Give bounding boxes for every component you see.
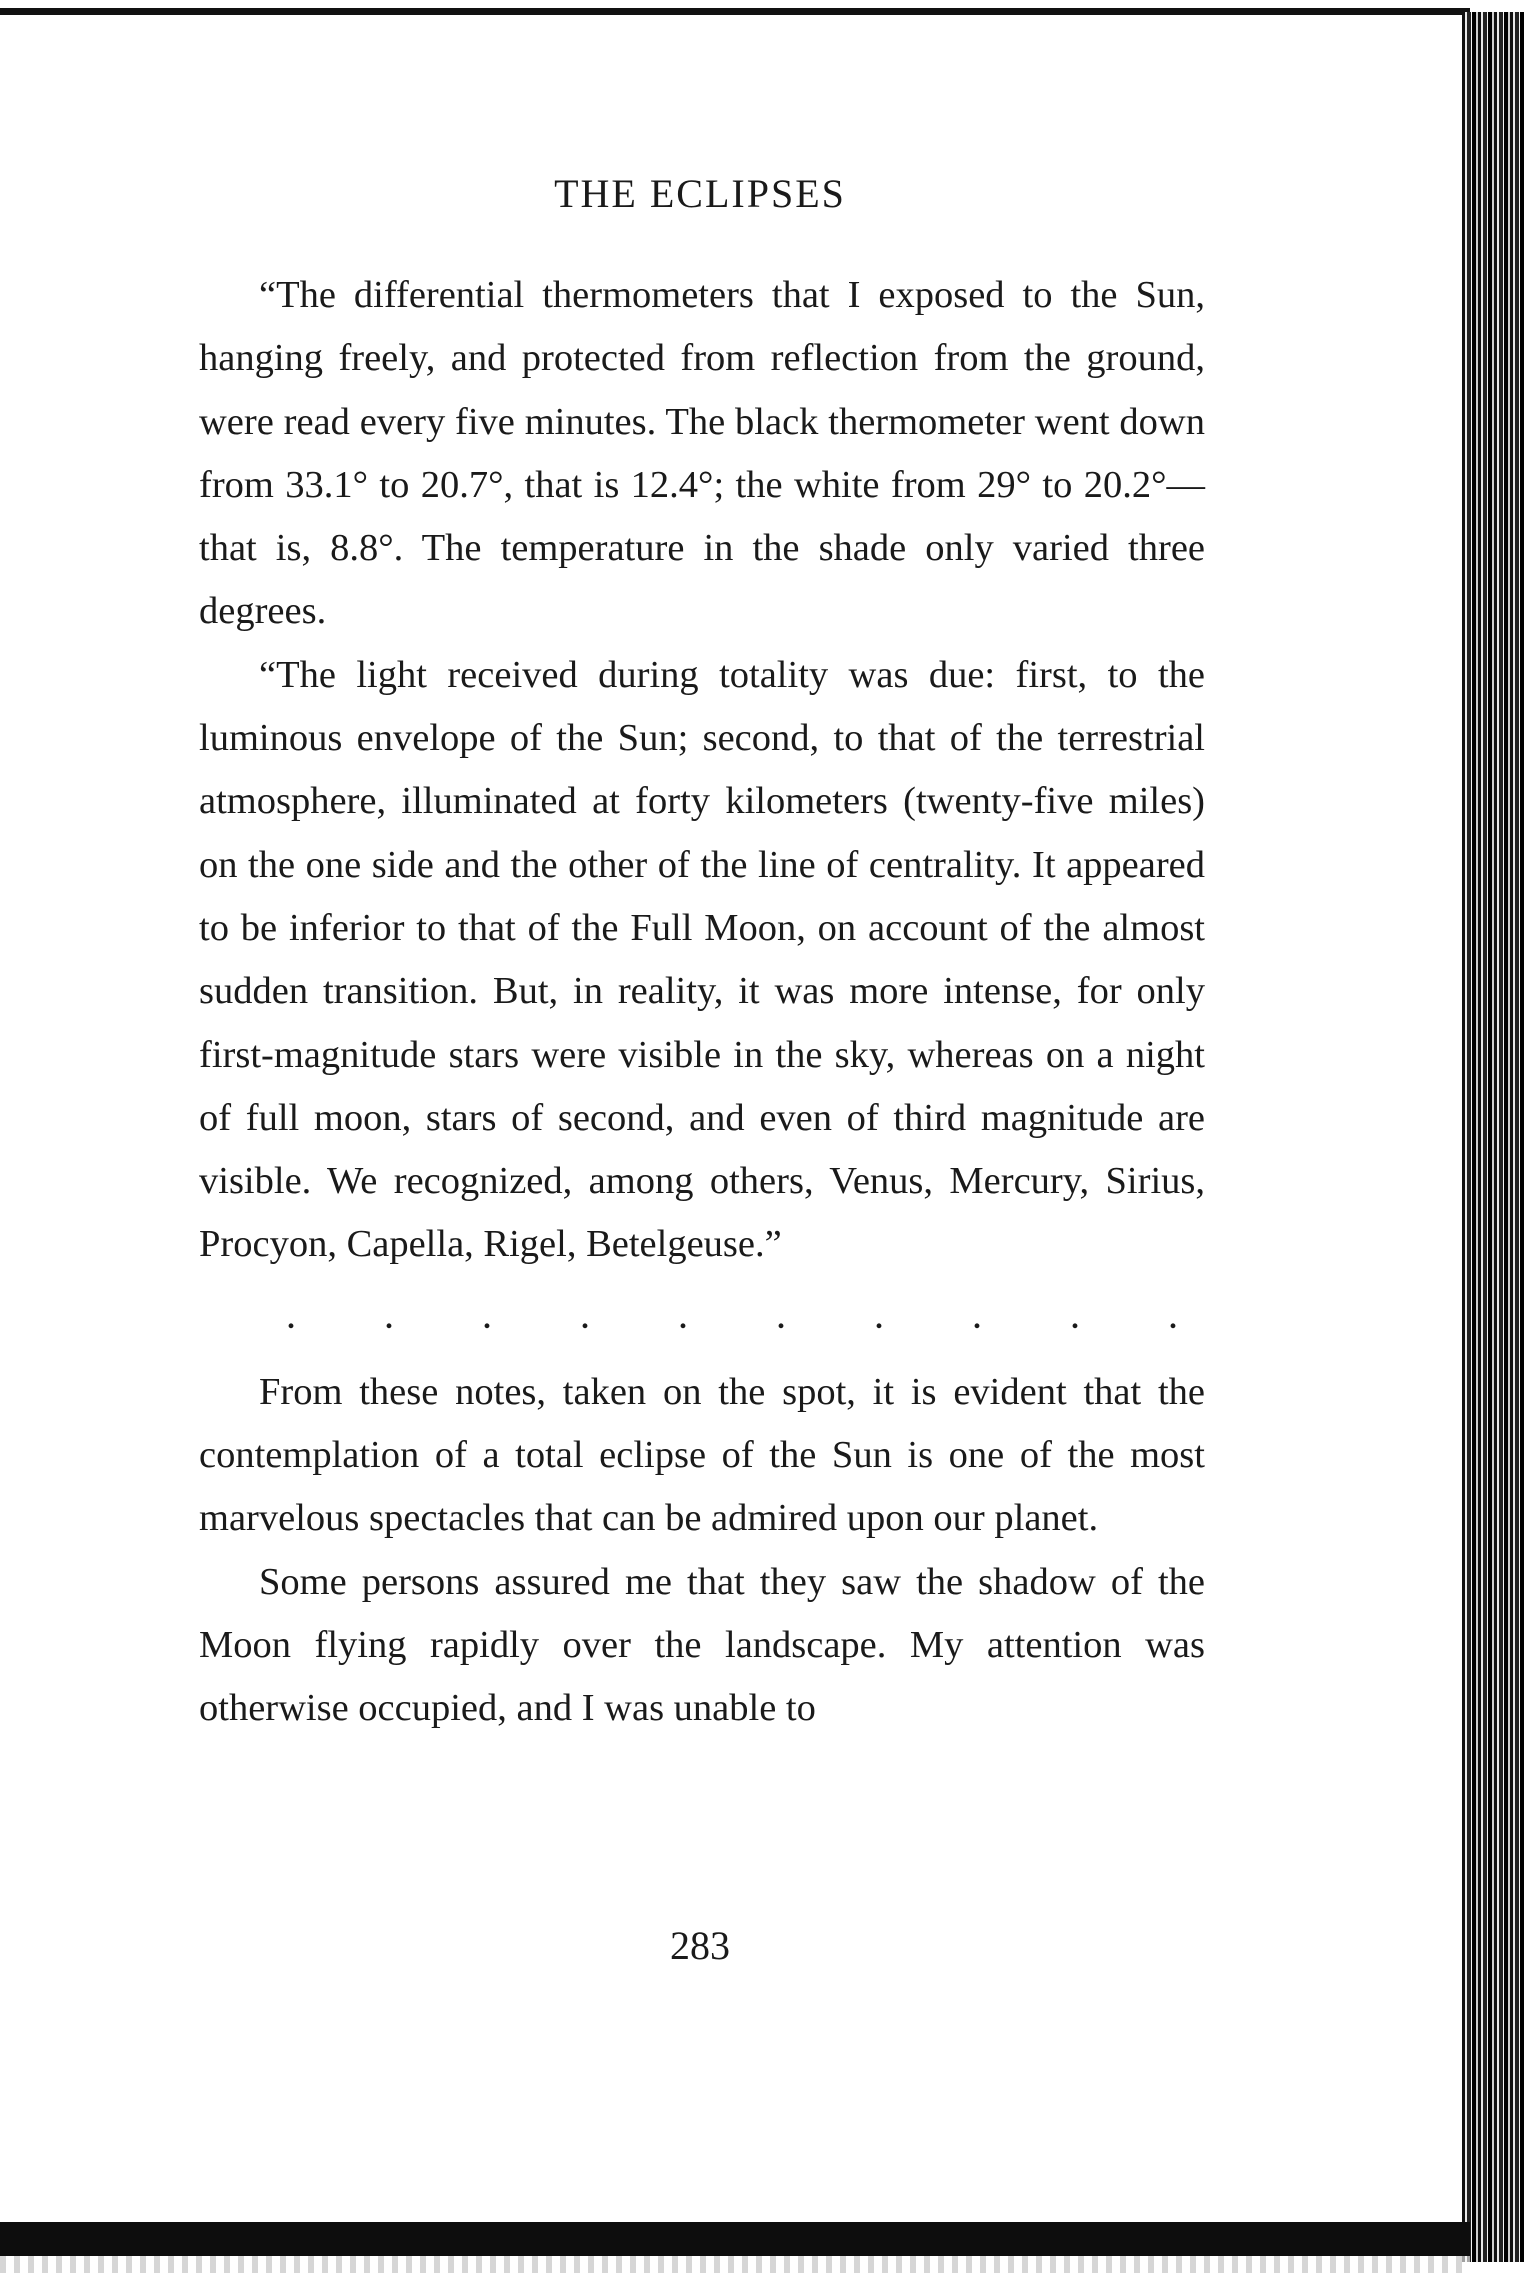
separator-dot: .	[483, 1302, 491, 1336]
separator-dot: .	[777, 1302, 785, 1336]
paragraph-thermometers: “The differential thermometers that I exposed to the Sun, hanging freely, and protected from reflection from the ground, were read every five minutes. The black thermometer went down from 33.1° to 20.7°, that is 12.4°; the white from 29° to 20.2°—that is, 8.8°. The temperature in the shade only varied three degrees.	[199, 274, 1205, 633]
paragraph-shadow: Some persons assured me that they saw the shadow of the Moon flying rapidly over the landscape. My attention was otherwise occupied, and I was unable to	[199, 1560, 1205, 1730]
paragraph-notes: From these notes, taken on the spot, it is evident that the contemplation of a total eclipse of the Sun is one of the most marvelous spectacles that can be admired upon our planet.	[199, 1370, 1205, 1540]
paragraph-light: “The light received during totality was due: first, to the luminous envelope of the Sun; second, to that of the terrestrial atmosphere, illuminated at forty kilometers (twenty-five miles) on the one side and the other of the line of centrality. It appeared to be inferior to that of the Full Moon, on account of the almost sudden transition. But, in reality, it was more intense, for only first-magnitude stars were visible in the sky, whereas on a night of full moon, stars of second, and even of third magnitude are visible. We recognized, among others, Venus, Mercury, Sirius, Procyon, Capella, Rigel, Betelgeuse.”	[199, 653, 1205, 1266]
page-number: 283	[670, 1923, 730, 1968]
separator-dot: .	[973, 1302, 981, 1336]
separator-dot: .	[1071, 1302, 1079, 1336]
separator-dot: .	[287, 1302, 295, 1336]
scan-bottom-band	[0, 2222, 1470, 2256]
ellipsis-separator	[199, 1277, 1205, 1361]
separator-dot: .	[679, 1302, 687, 1336]
book-edge	[1462, 12, 1524, 2262]
body-text	[199, 264, 1205, 1741]
separator-dot: .	[875, 1302, 883, 1336]
scan-bottom-texture	[0, 2256, 1470, 2273]
running-head: THE ECLIPSES	[554, 171, 846, 216]
scan-top-rule	[0, 8, 1470, 15]
separator-dot: .	[385, 1302, 393, 1336]
separator-dot: .	[581, 1302, 589, 1336]
separator-dot: .	[1169, 1302, 1177, 1336]
